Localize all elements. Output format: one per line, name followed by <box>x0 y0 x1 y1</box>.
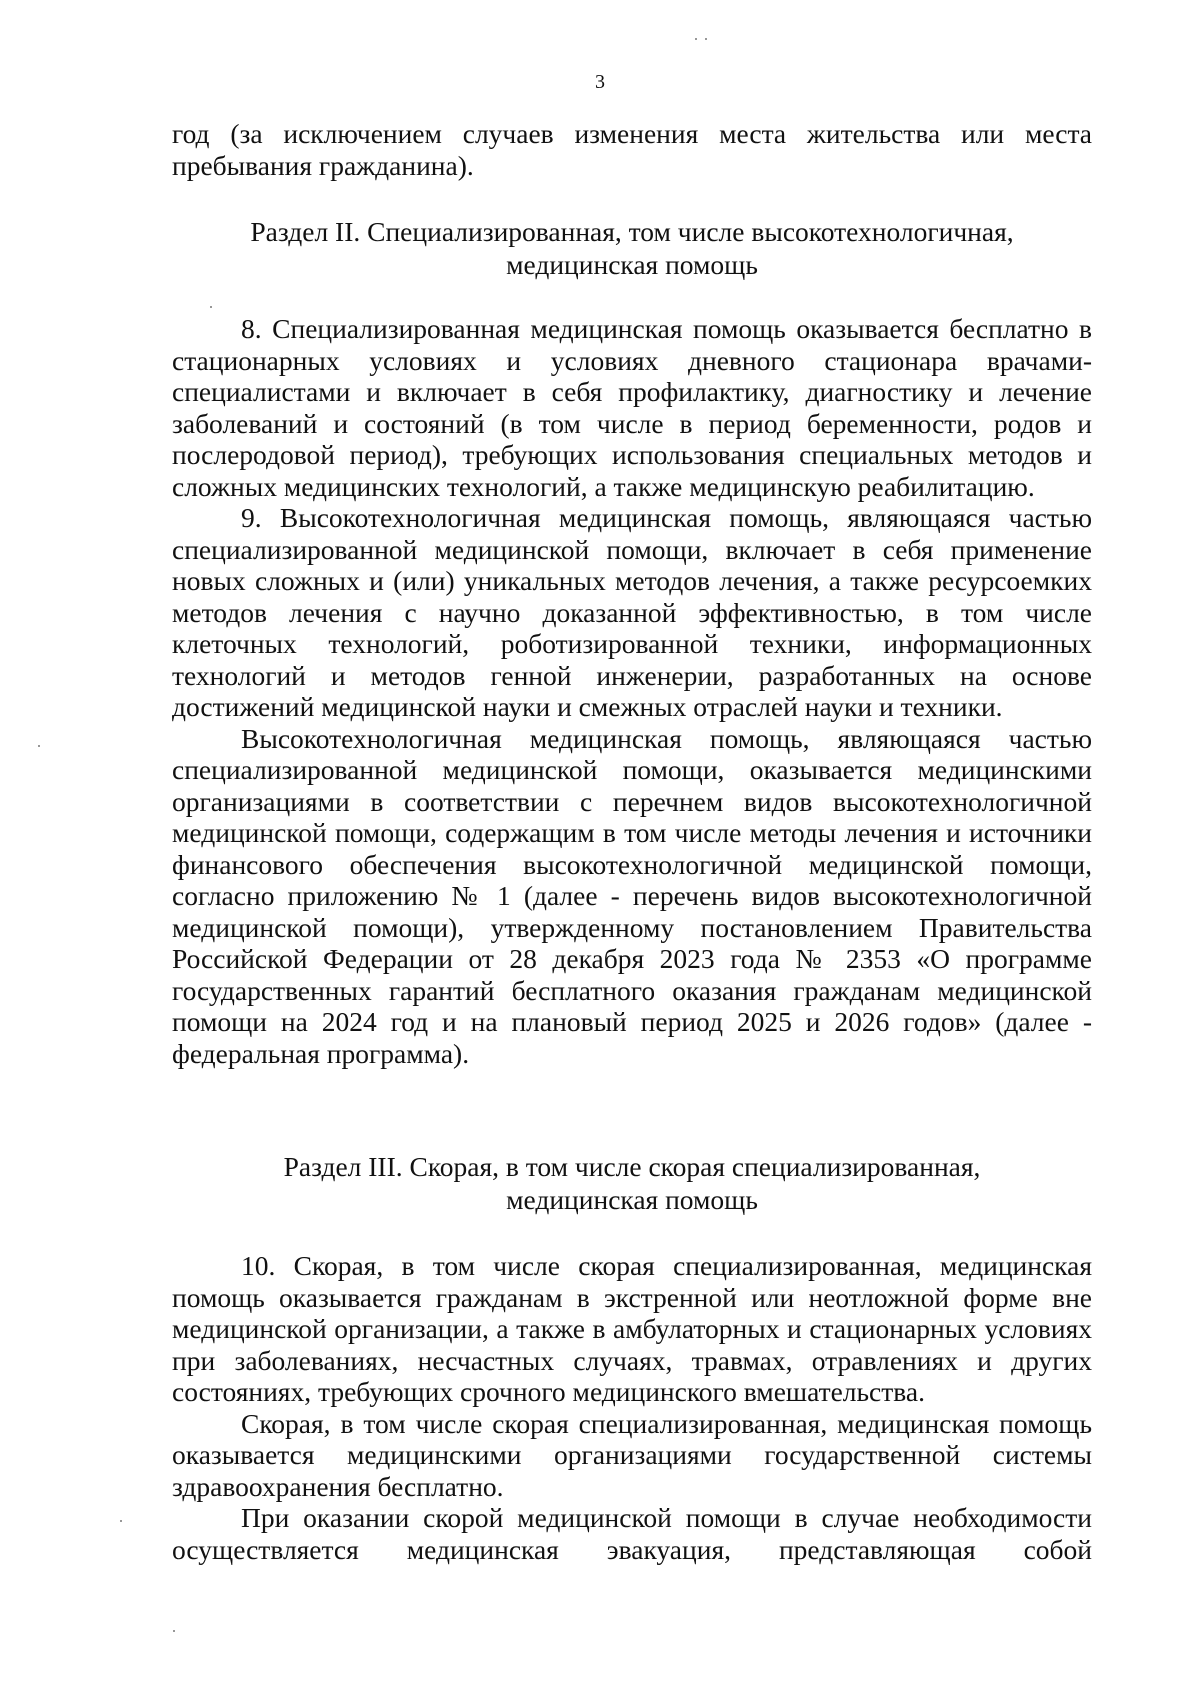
section-2-heading <box>172 215 1092 281</box>
section-3-heading <box>172 1150 1092 1216</box>
paragraph-emergency-free: Скорая, в том числе скорая специализированная, медицинская помощь оказывается медицинскими организациями государственной системы здравоохранения бесплатно. <box>172 1407 1092 1502</box>
scan-speck <box>695 38 697 40</box>
paragraph-9: 9. Высокотехнологичная медицинская помощь, являющаяся частью специализированной медицинской помощи, включает в себя применение новых сложных и (или) уникальных методов лечения, а также ресурсоемких методов лечения с научно доказанной эффективностью, в том числе клеточных технологий, роботизированной техники, информационных технологий и методов генной инженерии, разработанных на основе достижений медицинской науки и смежных отраслей науки и техники. <box>172 502 1092 722</box>
intro-block <box>172 118 1092 181</box>
scan-speck <box>120 1520 122 1522</box>
paragraph-10: 10. Скорая, в том числе скорая специализированная, медицинская помощь оказывается гражданам в экстренной или неотложной форме вне медицинской организации, а также в амбулаторных и стационарных условиях при заболеваниях, несчастных случаях, травмах, отравлениях и других состояниях, требующих срочного медицинского вмешательства. <box>172 1250 1092 1407</box>
paragraph-8: 8. Специализированная медицинская помощь оказывается бесплатно в стационарных условиях и условиях дневного стационара врачами-специалистами и включает в себя профилактику, диагностику и лечение заболеваний и состояний (в том числе в период беременности, родов и послеродовой период), требующих использования специальных методов и сложных медицинских технологий, а также медицинскую реабилитацию. <box>172 313 1092 502</box>
paragraph-evacuation: При оказании скорой медицинской помощи в случае необходимости осуществляется медицинская эвакуация, представляющая собой <box>172 1502 1092 1565</box>
paragraph-hitech: Высокотехнологичная медицинская помощь, являющаяся частью специализированной медицинской помощи, оказывается медицинскими организациями в соответствии с перечнем видов высокотехнологичной медицинской помощи, содержащим в том числе методы лечения и источники финансового обеспечения высокотехнологичной медицинской помощи, согласно приложению № 1 (далее - перечень видов высокотехнологичной медицинской помощи), утвержденному постановлением Правительства Российской Федерации от 28 декабря 2023 года № 2353 «О программе государственных гарантий бесплатного оказания гражданам медицинской помощи на 2024 год и на плановый период 2025 и 2026 годов» (далее - федеральная программа). <box>172 722 1092 1069</box>
section-3-heading-line-2: медицинская помощь <box>506 1184 758 1215</box>
intro-paragraph: год (за исключением случаев изменения места жительства или места пребывания гражданина). <box>172 118 1092 181</box>
section-2-body <box>172 313 1092 1069</box>
section-2-heading-line-2: медицинская помощь <box>506 249 758 280</box>
section-3-body <box>172 1250 1092 1565</box>
section-3-heading-line-1: Раздел III. Скорая, в том числе скорая специализированная, <box>283 1151 981 1182</box>
page-number: 3 <box>595 71 605 93</box>
scan-speck <box>38 745 40 747</box>
scan-speck <box>705 38 707 40</box>
section-2-heading-line-1: Раздел II. Специализированная, том числе высокотехнологичная, <box>250 216 1014 247</box>
scan-speck <box>210 306 212 308</box>
scan-speck <box>173 1630 175 1632</box>
